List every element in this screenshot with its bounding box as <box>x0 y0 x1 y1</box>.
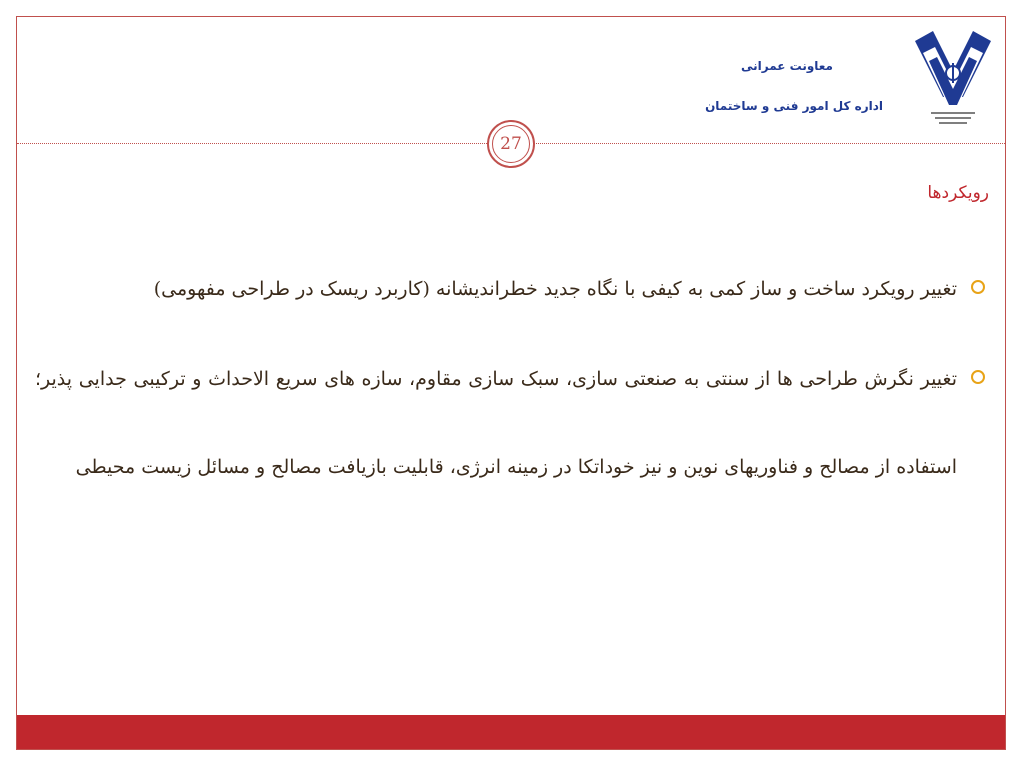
circle-bullet-icon <box>971 370 985 384</box>
org-title: معاونت عمرانی <box>740 59 833 73</box>
footer-bar <box>17 715 1005 749</box>
university-emblem-icon <box>913 27 993 131</box>
org-subtitle: اداره کل امور فنی و ساختمان <box>705 99 883 113</box>
bullet-item <box>35 245 957 333</box>
section-heading: رویکردها <box>927 183 989 203</box>
circle-bullet-icon <box>971 280 985 294</box>
page-number: 27 <box>492 125 530 163</box>
slide-content <box>35 245 957 511</box>
bullet-item <box>35 335 957 511</box>
bullet-text: تغییر نگرش طراحی ها از سنتی به صنعتی سازی، سبک سازی مقاوم، سازه های سریع الاحداث و ترکیبی جدایی پذیر؛ استفاده از مصالح و فناوریهای نوین و نیز خوداتکا در زمینه انرژی، قابلیت بازیافت مصالح و مسائل زیست محیطی <box>35 368 957 478</box>
bullet-text: تغییر رویکرد ساخت و ساز کمی به کیفی با نگاه جدید خطراندیشانه (کاربرد ریسک در طراحی مفهومی) <box>153 278 957 300</box>
page-number-badge <box>487 120 535 168</box>
slide <box>16 16 1006 750</box>
